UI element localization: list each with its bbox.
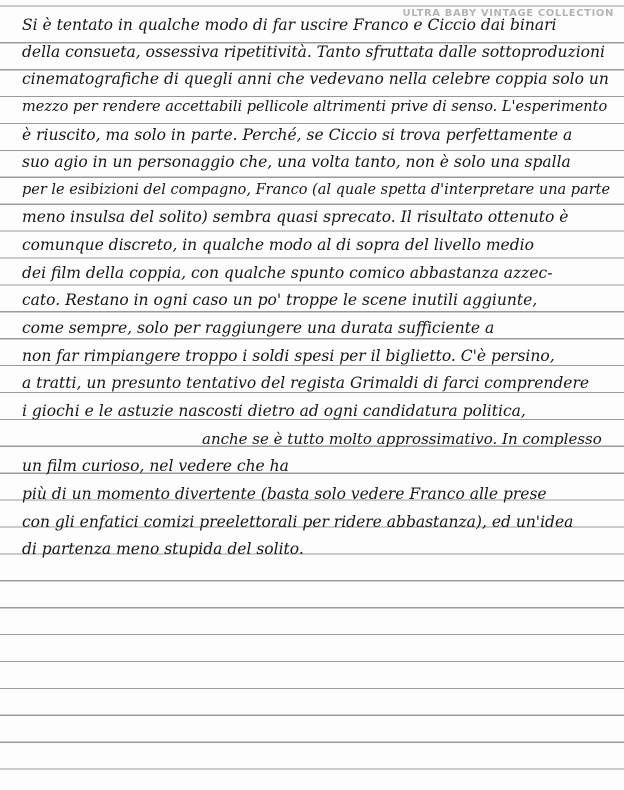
handwritten-line: come sempre, solo per raggiungere una durata sufficiente a — [22, 319, 495, 337]
handwritten-line: dei film della coppia, con qualche spunto comico abbastanza azzec- — [22, 264, 553, 282]
handwritten-line: non far rimpiangere troppo i soldi spesi per il biglietto. C'è persino, — [22, 347, 555, 365]
handwritten-line: per le esibizioni del compagno, Franco (al quale spetta d'interpretare una parte — [22, 182, 611, 198]
handwritten-line: a tratti, un presunto tentativo del regista Grimaldi di farci comprendere — [22, 374, 590, 392]
handwritten-line: Si è tentato in qualche modo di far uscire Franco e Ciccio dai binari — [22, 16, 557, 34]
handwritten-line: suo agio in un personaggio che, una volta tanto, non è solo una spalla — [22, 153, 571, 171]
handwritten-line: un film curioso, nel vedere che ha — [22, 457, 289, 475]
handwritten-line: cato. Restano in ogni caso un po' troppe le scene inutili aggiunte, — [22, 291, 538, 309]
handwritten-line: i giochi e le astuzie nascosti dietro ad ogni candidatura politica, — [22, 402, 526, 420]
handwritten-line: mezzo per rendere accettabili pellicole altrimenti prive di senso. L'esperimento — [22, 99, 608, 115]
handwritten-line: di partenza meno stupida del solito. — [22, 540, 304, 558]
handwritten-line: meno insulsa del solito) sembra quasi sprecato. Il risultato ottenuto è — [22, 208, 569, 226]
handwritten-line: anche se è tutto molto approssimativo. In complesso — [202, 430, 602, 448]
handwritten-line: è riuscito, ma solo in parte. Perché, se Ciccio si trova perfettamente a — [22, 126, 573, 144]
handwritten-line: più di un momento divertente (basta solo vedere Franco alle prese — [22, 485, 547, 503]
watermark: ULTRA BABY VINTAGE COLLECTION — [402, 8, 614, 19]
handwritten-line: cinematografiche di quegli anni che vedevano nella celebre coppia solo un — [22, 70, 609, 88]
handwritten-line: comunque discreto, in qualche modo al di sopra del livello medio — [22, 236, 534, 254]
handwritten-line: della consueta, ossessiva ripetitività. Tanto sfruttata dalle sottoproduzioni — [22, 43, 605, 61]
handwritten-line: con gli enfatici comizi preelettorali per ridere abbastanza), ed un'idea — [22, 513, 574, 531]
